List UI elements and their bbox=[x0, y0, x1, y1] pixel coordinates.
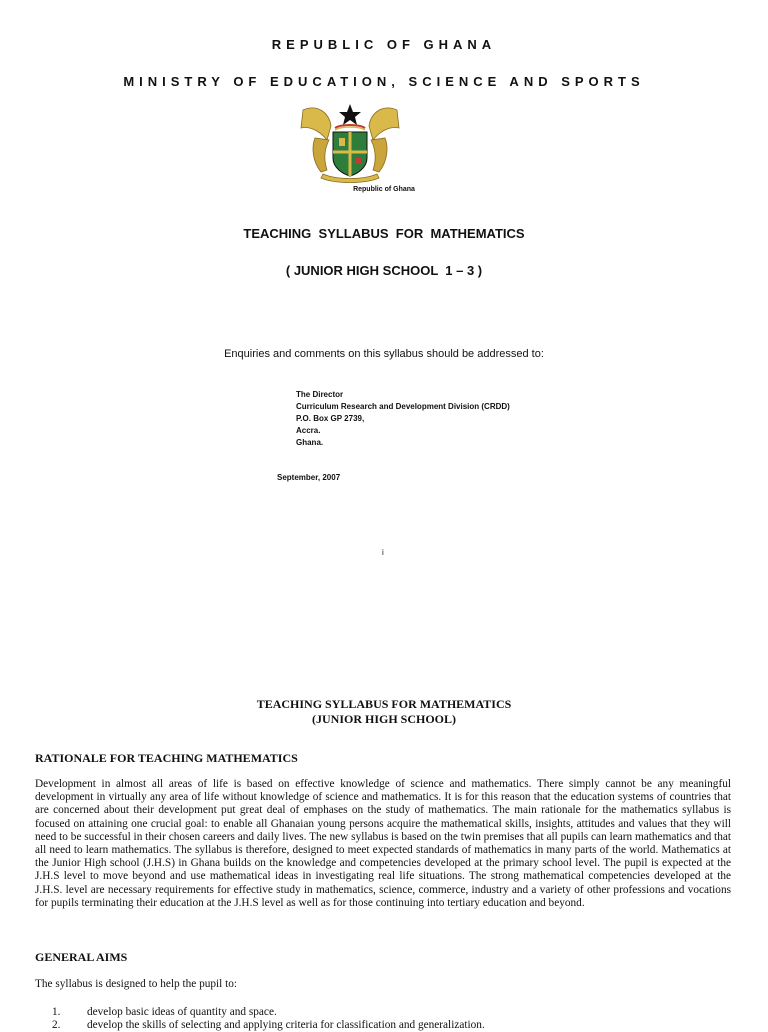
list-item-number: 1. bbox=[52, 1006, 61, 1018]
rationale-heading: RATIONALE FOR TEACHING MATHEMATICS bbox=[35, 751, 298, 765]
page-title-subline: (JUNIOR HIGH SCHOOL) bbox=[311, 712, 456, 726]
list-item-text: develop basic ideas of quantity and space. bbox=[87, 1006, 277, 1018]
enquiries-text: Enquiries and comments on this syllabus should be addressed to: bbox=[224, 348, 544, 360]
address-line: Ghana. bbox=[296, 438, 324, 447]
syllabus-level: ( JUNIOR HIGH SCHOOL 1 – 3 ) bbox=[285, 263, 483, 278]
address-line: Accra. bbox=[296, 426, 321, 435]
address-line: The Director bbox=[296, 390, 344, 399]
page-number: i bbox=[382, 548, 384, 557]
page-title bbox=[0, 697, 768, 727]
general-aims-heading: GENERAL AIMS bbox=[35, 950, 128, 964]
address-line: Curriculum Research and Development Division (CRDD) bbox=[296, 402, 510, 411]
address-block bbox=[296, 389, 510, 449]
page-title-line: TEACHING SYLLABUS FOR MATHEMATICS bbox=[256, 697, 512, 711]
emblem-caption: Republic of Ghana bbox=[353, 186, 415, 193]
list-item-text: develop the skills of selecting and applying criteria for classification and generalization. bbox=[87, 1019, 485, 1031]
address-line: P.O. Box GP 2739, bbox=[296, 414, 365, 423]
republic-heading: REPUBLIC OF GHANA bbox=[271, 37, 497, 52]
ministry-heading: MINISTRY OF EDUCATION, SCIENCE AND SPORTS bbox=[123, 74, 645, 89]
publication-date: September, 2007 bbox=[277, 473, 341, 482]
ghana-coat-of-arms-emblem bbox=[295, 100, 405, 186]
list-item bbox=[52, 1019, 485, 1032]
rationale-paragraph: Development in almost all areas of life is based on effective knowledge of science and mathematics. There simply cannot be any meaningful development in virtually any area of life without knowledge of science and mathematics. It is for this reason that the education systems of countries that are concerned about their development put great deal of emphases on the study of mathematics. The main rationale for the mathematics syllabus is focused on attaining one crucial goal: to enable all Ghanaian young persons acquire the mathematical skills, insights, attitudes and values that they will need to be successful in their chosen careers and daily lives. The new syllabus is based on the twin premises that all pupils can learn mathematics and that all need to learn mathematics. The syllabus is therefore, designed to meet expected standards of mathematics in many parts of the world. Mathematics at the Junior High school (J.H.S) in Ghana builds on the knowledge and competencies developed at the primary school level. The pupil is expected at the J.H.S level to move beyond and use mathematical ideas in investigating real life situations. The strong mathematical competencies developed at the J.H.S. level are necessary requirements for effective study in mathematics, science, commerce, industry and a variety of other professions and vocations for pupils terminating their education at the J.H.S level as well as for those continuing into tertiary education and beyond. bbox=[35, 778, 731, 909]
list-item bbox=[52, 1006, 485, 1019]
general-aims-intro: The syllabus is designed to help the pupil to: bbox=[35, 978, 238, 990]
general-aims-list bbox=[52, 1006, 485, 1032]
list-item-number: 2. bbox=[52, 1019, 61, 1031]
syllabus-title: TEACHING SYLLABUS FOR MATHEMATICS bbox=[243, 226, 525, 241]
